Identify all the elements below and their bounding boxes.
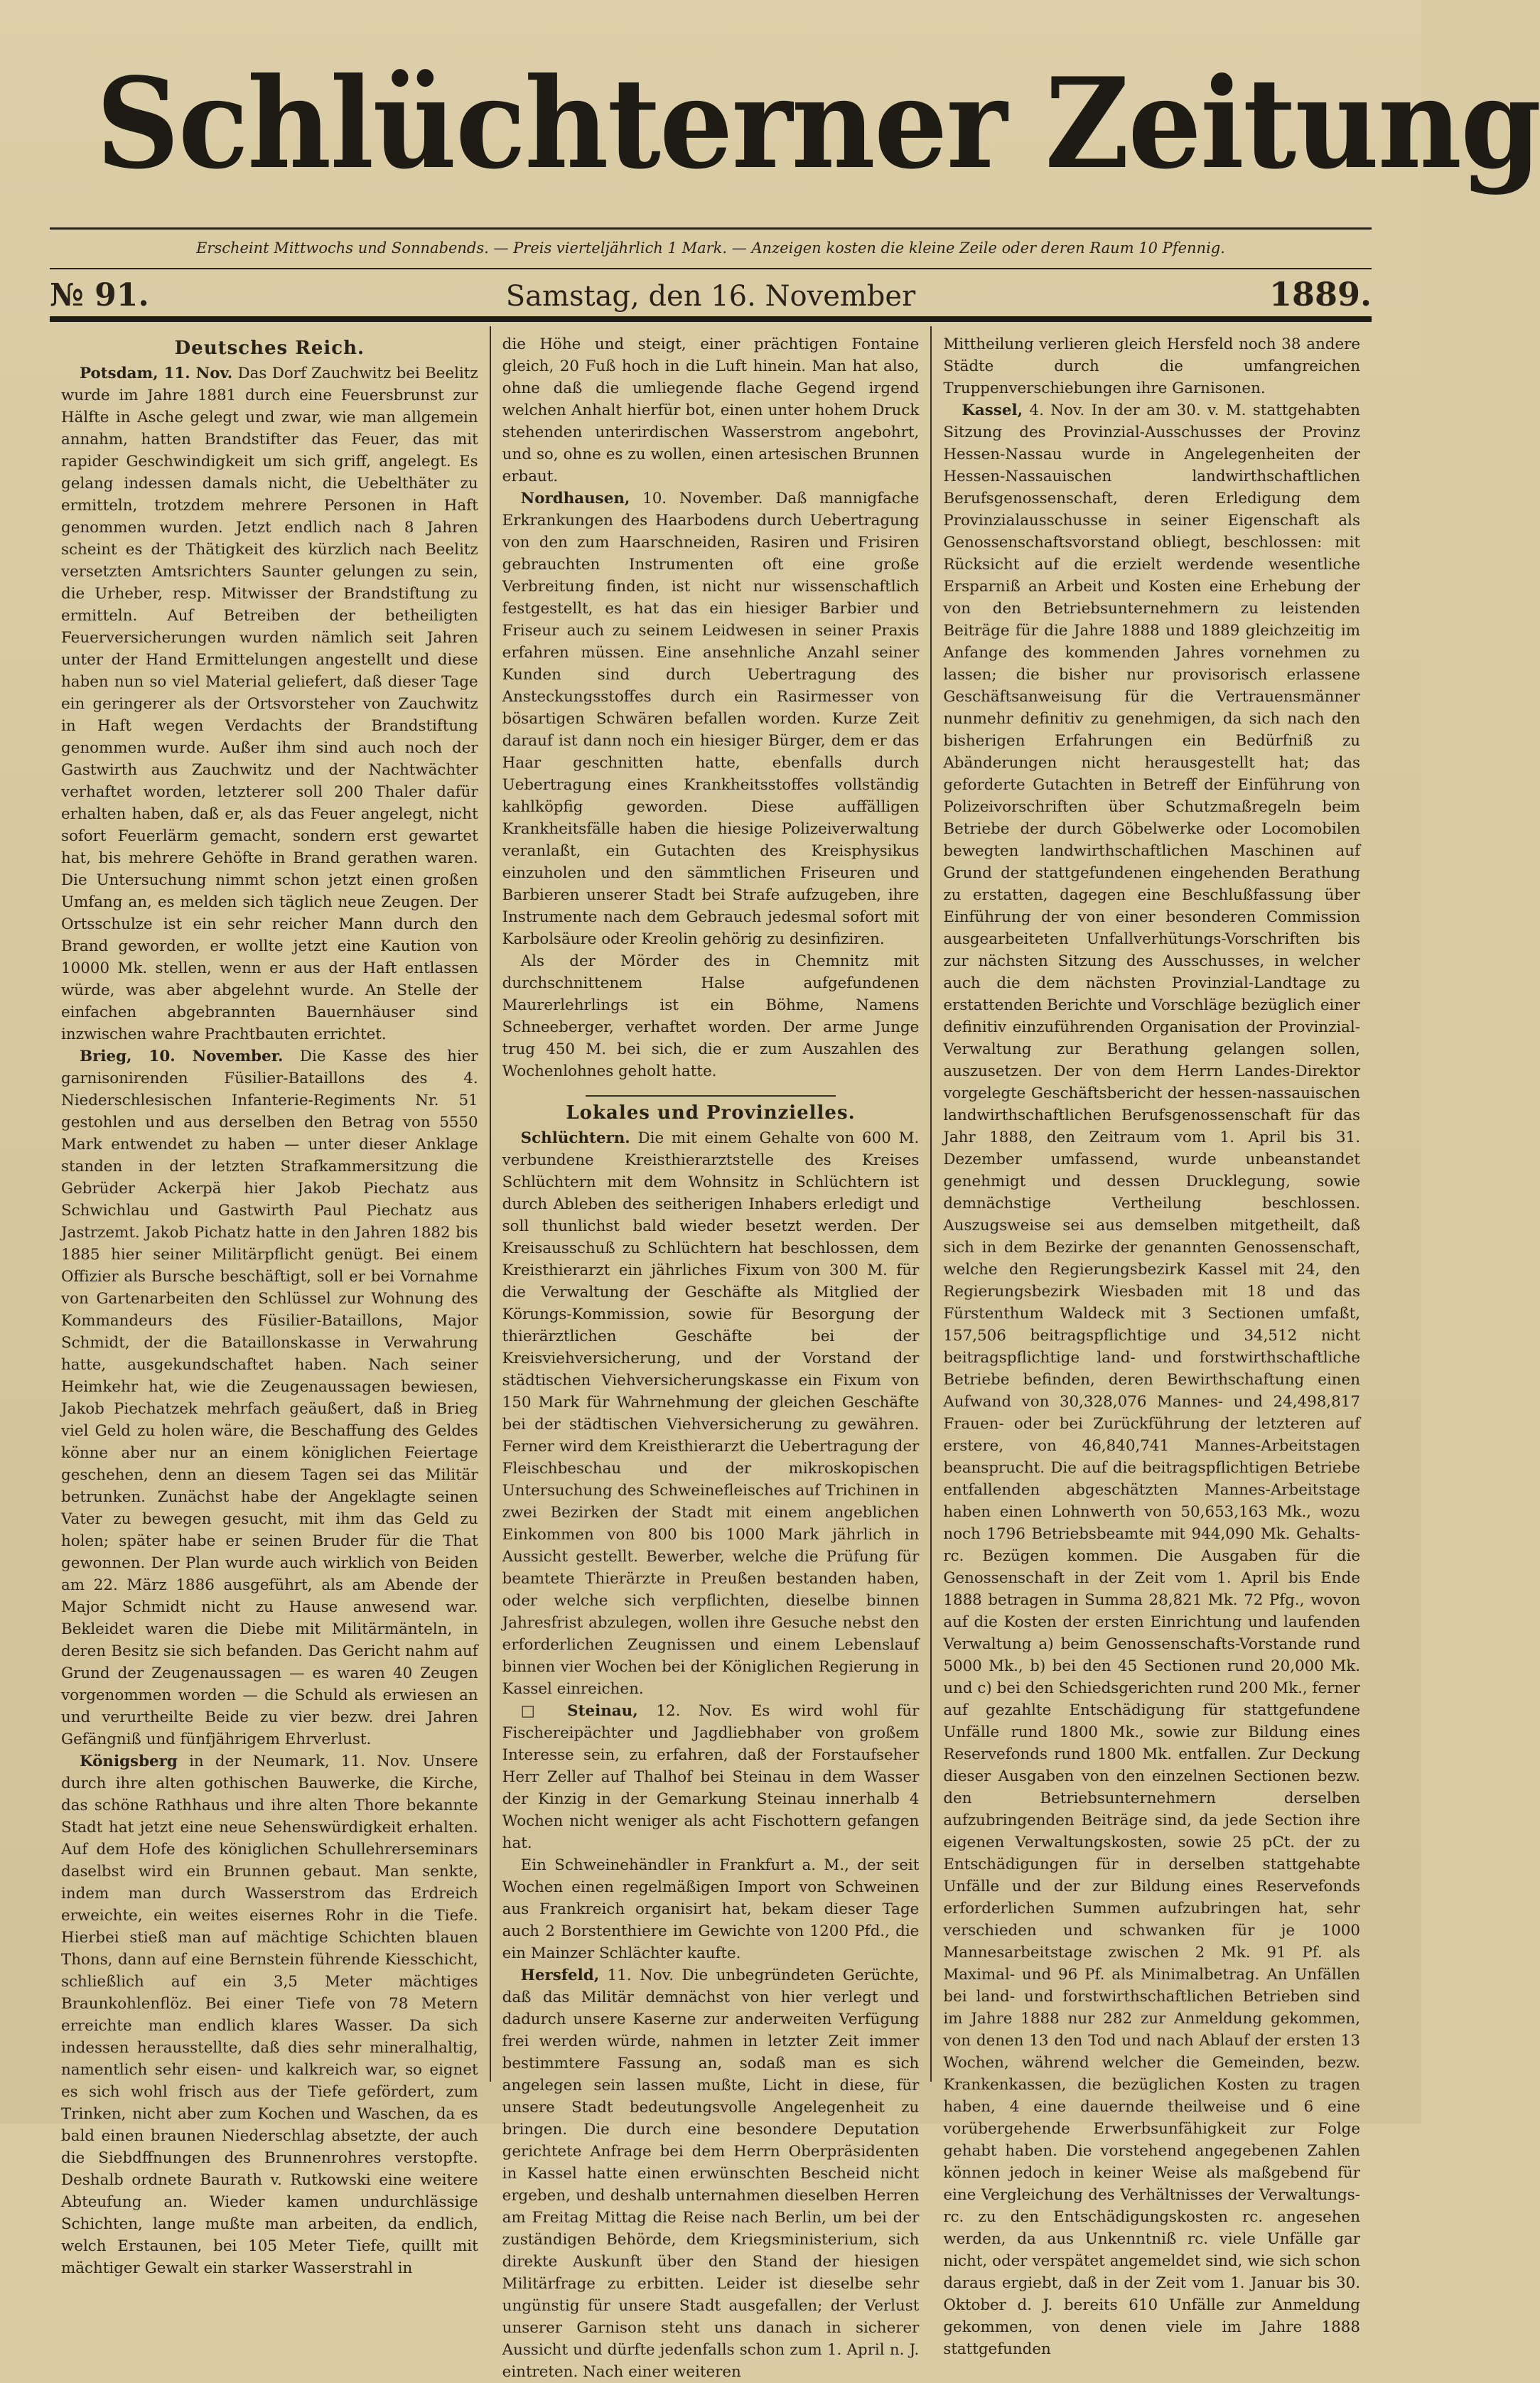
article-continuation: [502, 333, 920, 488]
article-text: Als der Mörder des in Chemnitz mit durchschnittenem Halse aufgefundenen Maurerlehrlings ist ein Böhme, Namens Schneeberger, verhaftet worden. Der arme Junge trug 450 M. bei sich, die er zum Auszahlen des Wochenlohnes geholt hatte.: [502, 952, 920, 1080]
article-dateline: Nordhausen,: [520, 490, 630, 507]
dateline-rule: [50, 316, 1372, 322]
section-divider: [586, 1095, 836, 1097]
newspaper-title: Schlüchterner Zeitung: [96, 51, 1540, 197]
issue-number: № 91.: [50, 277, 149, 313]
article-dateline: Schlüchtern.: [520, 1129, 630, 1147]
section-heading-deutsches-reich: Deutsches Reich.: [174, 338, 365, 359]
article-continuation: [943, 333, 1360, 399]
article-text: 4. Nov. In der am 30. v. M. stattgehabten Sitzung des Provinzial-Ausschusses der Provinz Hessen-Nassau wurde in Angelegenheiten der Hessen-Nassauischen landwirthschaftlichen Berufsgenossenschaft, deren Erledigung dem Provinzialausschusse in seiner Eigenschaft als Genossenschaftsvorstand obliegt, beschlossen: mit Rücksicht auf die erzielt werdende wesentliche Ersparniß an Arbeit und Kosten eine Erhebung der von den Betriebsunternehmern zu leistenden Beiträge für die Jahre 1888 und 1889 gleichzeitig im Anfange des kommenden Jahres vornehmen zu lassen; die bisher nur provisorisch erlassene Geschäftsanweisung für die Vertrauensmänner nunmehr definitiv zu genehmigen, da sich nach den bisherigen Erfahrungen ein Bedürfniß zu Abänderungen nicht herausgestellt hat; das geforderte Gutachten in Betreff der Einführung von Polizeivorschriften über Schutzmaßregeln beim Betriebe der durch Göbelwerke oder Locomobilen bewegten landwirthschaftlichen Maschinen auf Grund der stattgefundenen eingehenden Berathung zu erstatten, dagegen eine Beschlußfassung über Einführung der von einer besonderen Commission ausgearbeiteten Unfallverhütungs-Vorschriften bis zur nächsten Sitzung des Ausschusses, in welcher auch die dem nächsten Provinzial-Landtage zu erstattenden Berichte und Vorschläge bezüglich einer definitiv einzuführenden Organisation der Provinzial-Verwaltung zur Berathung gelangen sollen, auszusetzen. Der von dem Herrn Landes-Direktor vorgelegte Geschäftsbericht der hessen-nassauischen landwirthschaftlichen Berufsgenossenschaft für das Jahr 1888, den Zeitraum vom 1. April bis 31. Dezember umfassend, wurde unbeanstandet genehmigt und dessen Drucklegung, sowie demnächstige Vertheilung beschlossen. Auszugsweise sei aus demselben mitgetheilt, daß sich in dem Bezirke der genannten Genossenschaft, welche den Regierungsbezirk Kassel mit 24, den Regierungsbezirk Wiesbaden mit 18 und das Fürstenthum Waldeck mit 3 Sectionen umfaßt, 157,506 beitragspflichtige und 34,512 nicht beitragspflichtige land- und forstwirthschaftliche Betriebe befinden, deren Bewirthschaftung einen Aufwand von 30,328,076 Mannes- und 24,498,817 Frauen- oder bei Zurückführung der letzteren auf erstere, von 46,840,741 Mannes-Arbeitstagen beansprucht. Die auf die beitragspflichtigen Betriebe entfallenden abgeschätzten Mannes-Arbeitstage haben einen Lohnwerth von 50,653,163 Mk., wozu noch 1796 Betriebsbeamte mit 944,090 Mk. Gehalts- rc. Bezügen kommen. Die Ausgaben für die Genossenschaft in der Zeit vom 1. April bis Ende 1888 betragen in Summa 28,821 Mk. 72 Pfg., wovon auf die Kosten der ersten Einrichtung und laufenden Verwaltung a) beim Genossenschafts-Vorstande rund 5000 Mk., b) bei den 45 Sectionen rund 20,000 Mk. und c) bei den Schiedsgerichten rund 200 Mk., ferner auf gezahlte Entschädigung für stattgefundene Unfälle rund 1800 Mk., sowie zur Bildung eines Reservefonds rund 1800 Mk. entfallen. Zur Deckung dieser Ausgaben von den einzelnen Sectionen bezw. den Betriebsunternehmern derselben aufzubringenden Beiträge sind, da jede Section ihre eigenen Verwaltungskosten, sowie 25 pCt. der zu Entschädigungen für in derselben stattgehabte Unfälle und der zur Bildung eines Reservefonds erforderlichen Summen aufzubringen hat, sehr verschieden und schwanken für je 1000 Mannesarbeitstage zwischen 2 Mk. 91 Pf. als Maximal- und 96 Pf. als Minimalbetrag. An Unfällen bei land- und forstwirthschaftlichen Betrieben sind im Jahre 1888 nur 282 zur Anmeldung gekommen, von denen 13 den Tod und nach Ablauf der ersten 13 Wochen, während welcher die Gemeinden, bezw. Krankenkassen, die bezüglichen Kosten zu tragen haben, 4 eine dauernde theilweise und 6 eine vorübergehende Erwerbsunfähigkeit zur Folge gehabt haben. Die vorstehend angegebenen Zahlen können jedoch in keiner Weise als maßgebend für eine Vergleichung des Verhältnisses der Verwaltungs- rc. zu den Entschädigungskosten rc. angesehen werden, da aus Unkenntniß rc. viele Unfälle gar nicht, oder verspätet angemeldet sind, wie sich schon daraus ergiebt, daß in der Zeit vom 1. Januar bis 30. Oktober d. J. bereits 610 Unfälle zur Anmeldung gekommen, von denen viele im Jahre 1888 stattgefunden: [943, 402, 1361, 2358]
article-text: Die Kasse des hier garnisonirenden Füsilier-Bataillons des 4. Niederschlesischen Infanterie-Regiments Nr. 51 gestohlen und aus derselben den Betrag von 5550 Mark entwendet zu haben — unter dieser Anklage standen in der letzten Strafkammersitzung die Gebrüder Ackerpä hier Jakob Piechatz aus Schwichlau und Gastwirth Paul Piechatz aus Jastrzemt. Jakob Pichatz hatte in den Jahren 1882 bis 1885 hier seiner Militärpflicht genügt. Bei einem Offizier als Bursche beschäftigt, soll er bei Vornahme von Gartenarbeiten den Schlüssel zur Wohnung des Kommandeurs des Füsilier-Bataillons, Major Schmidt, der die Bataillonskasse in Verwahrung hatte, ausgekundschaftet haben. Nach seiner Heimkehr hat, wie die Zeugenaussagen bewiesen, Jakob Piechatzek mehrfach geäußert, daß in Brieg viel Geld zu holen wäre, die Beschaffung des Geldes könne aber nur an einem königlichen Feiertage geschehen, denn an diesem Tagen sei das Militär betrunken. Zunächst habe der Angeklagte seinen Vater zu bewegen gesucht, mit ihm das Geld zu holen; später habe er seinen Bruder für die That gewonnen. Der Plan wurde auch wirklich von Beiden am 22. März 1886 ausgeführt, als am Abende der Major Schmidt nicht zu Hause anwesend war. Bekleidet waren die Diebe mit Militärmänteln, in deren Besitz sie sich befanden. Das Gericht nahm auf Grund der Zeugenaussagen — es waren 40 Zeugen vorgenommen worden — die Schuld als erwiesen an und verurtheilte Beide zu vier bezw. drei Jahren Gefängniß und fünfjährigem Ehrverlust.: [61, 1048, 478, 1748]
article-brieg: [61, 1045, 478, 1750]
article-hersfeld: [502, 1964, 920, 2383]
issue-date: Samstag, den 16. November: [505, 280, 916, 313]
article-text: Mittheilung verlieren gleich Hersfeld noch 38 andere Städte durch die umfangreichen Truppenverschiebungen ihre Garnisonen.: [943, 335, 1361, 397]
article-text: die Höhe und steigt, einer prächtigen Fontaine gleich, 20 Fuß hoch in die Luft hinein. Man hat also, ohne daß die umliegende flache Gegend irgend welchen Anhalt hierfür bot, einen unter hohem Druck stehenden unterirdischen Wasserstrom angebohrt, und so, ohne es zu wollen, einen artesischen Brunnen erbaut.: [502, 335, 920, 485]
article-dateline: □ Steinau,: [520, 1702, 638, 1720]
article-text: 11. Nov. Die unbegründeten Gerüchte, daß das Militär demnächst von hier verlegt und dadurch unsere Kaserne zur anderweiten Verfügung frei werden würde, nahmen in letzter Zeit immer bestimmtere Fassung an, sodaß man es sich angelegen sein lassen mußte, Licht in diese, für unsere Stadt bedeutungsvolle Angelegenheit zu bringen. Die durch eine besondere Deputation gerichtete Anfrage bei dem Herrn Oberpräsidenten in Kassel hatte einen erwünschten Bescheid nicht ergeben, und deshalb unternahmen dieselben Herren am Freitag Mittag die Reise nach Berlin, um bei der zuständigen Behörde, dem Kriegsministerium, sich direkte Auskunft über den Stand der hiesigen Militärfrage zu erbitten. Leider ist dieselbe sehr ungünstig für unsere Stadt ausgefallen; der Verlust unserer Garnison steht uns danach in sicherer Aussicht und dürfte jedenfalls schon zum 1. April n. J. eintreten. Nach einer weiteren: [502, 1967, 920, 2381]
article-kassel: [943, 399, 1360, 2360]
masthead: [50, 0, 1540, 227]
article-text: Die mit einem Gehalte von 600 M. verbundene Kreisthierarztstelle des Kreises Schlüchtern mit dem Wohnsitz in Schlüchtern ist durch Ableben des seitherigen Inhabers erledigt und soll thunlichst bald wieder besetzt werden. Der Kreisausschuß zu Schlüchtern hat beschlossen, dem Kreisthierarzt ein jährliches Fixum von 300 M. für die Verwaltung der Geschäfte als Mitglied der Körungs-Kommission, sowie für Besorgung der thierärztlichen Geschäfte bei der Kreisviehversicherung, und der Vorstand der städtischen Viehversicherungskasse ein Fixum von 150 Mark für Wahrnehmung der gleichen Geschäfte bei der städtischen Viehversicherung zu gewähren. Ferner wird dem Kreisthierarzt die Uebertragung der Fleischbeschau und der mikroskopischen Untersuchung des Schweinefleisches auf Trichinen in zwei Bezirken der Stadt mit einem angeblichen Einkommen von 800 bis 1000 Mark jährlich in Aussicht gestellt. Bewerber, welche die Prüfung für beamtete Thierärzte in Preußen bestanden haben, oder welche sich verpflichten, dieselbe binnen Jahresfrist abzulegen, wollen ihre Gesuche nebst den erforderlichen Zeugnissen und einem Lebenslauf binnen vier Wochen bei der Königlichen Regierung in Kassel einreichen.: [502, 1129, 920, 1698]
article-text: 10. November. Daß mannigfache Erkrankungen des Haarbodens durch Uebertragung von den zum Haarschneiden, Rasiren und Frisiren gebrauchten Instrumenten oft eine große Verbreitung finden, ist nicht nur wissenschaftlich festgestellt, es hat das ein hiesiger Barbier und Friseur auch zu seinem Leidwesen in seiner Praxis erfahren müssen. Eine ansehnliche Anzahl seiner Kunden sind durch Uebertragung des Ansteckungsstoffes durch ein Rasirmesser von bösartigen Schwären befallen worden. Kurze Zeit darauf ist dann noch ein hiesiger Bürger, dem er das Haar geschnitten hatte, ebenfalls durch Uebertragung eines Krankheitsstoffes vollständig kahlköpfig geworden. Diese auffälligen Krankheitsfälle haben die hiesige Polizeiverwaltung veranlaßt, ein Gutachten des Kreisphysikus einzuholen und den sämmtlichen Friseuren und Barbieren unserer Stadt bei Strafe aufzugeben, ihre Instrumente nach dem Gebrauch jedesmal sofort mit Karbolsäure oder Kreolin gehörig zu desinfiziren.: [502, 490, 920, 948]
article-frankfurt: [502, 1854, 920, 1964]
article-potsdam: [61, 362, 478, 1045]
article-dateline: Potsdam, 11. Nov.: [80, 365, 233, 382]
column-2: [491, 326, 932, 2381]
article-text: in der Neumark, 11. Nov. Unsere durch ihre alten gothischen Bauwerke, die Kirche, das schöne Rathhaus und ihre alten Thore bekannte Stadt hat jetzt eine neue Sehenswürdigkeit erhalten. Auf dem Hofe des königlichen Schullehrerseminars daselbst wird ein Brunnen gebaut. Man senkte, indem man durch Wasserstrom das Erdreich erweichte, ein weites eisernes Rohr in die Tiefe. Hierbei stieß man auf mächtige Schichten blauen Thons, dann auf eine Bernstein führende Kiesschicht, schließlich auf ein 3,5 Meter mächtiges Braunkohlenflöz. Bei einer Tiefe von 78 Metern erreichte man endlich klares Wasser. Da sich indessen herausstellte, daß dies sehr mineralhaltig, namentlich sehr eisen- und kalkreich war, so eignet es sich wohl frisch aus der Tiefe gefördert, zum Trinken, nicht aber zum Kochen und Waschen, da es bald einen braunen Niederschlag absetzte, der auch die Siebdffnungen des Brunnenrohres verstopfte. Deshalb ordnete Baurath v. Rutkowski eine weitere Abteufung an. Wieder kamen undurchlässige Schichten, lange mußte man arbeiten, da endlich, welch Erstaunen, bei 105 Meter Tiefe, quillt mit mächtiger Gewalt ein starker Wasserstrahl in: [61, 1753, 478, 2277]
article-dateline: Brieg, 10. November.: [80, 1048, 284, 1065]
article-text: 12. Nov. Es wird wohl für Fischereipächter und Jagdliebhaber von großem Interesse sein, zu erfahren, daß der Forstaufseher Herr Zeller auf Thalhof bei Steinau in dem Wasser der Kinzig in der Gemarkung Steinau innerhalb 4 Wochen nicht weniger als acht Fischottern gefangen hat.: [502, 1702, 920, 1852]
subscription-info: Erscheint Mittwochs und Sonnabends. — Preis vierteljährlich 1 Mark. — Anzeigen kosten die kleine Zeile oder deren Raum 10 Pfennig.: [196, 240, 1225, 257]
article-columns: [50, 326, 1372, 2381]
article-dateline: Kassel,: [962, 402, 1023, 419]
article-text: Das Dorf Zauchwitz bei Beelitz wurde im Jahre 1881 durch eine Feuersbrunst zur Hälfte in Asche gelegt und zwar, wie man allgemein annahm, hatten Brandstifter das Feuer, das mit rapider Geschwindigkeit um sich griff, angelegt. Es gelang indessen damals nicht, die Uebelthäter zu ermitteln, trotzdem mehrere Personen in Haft genommen wurden. Jetzt endlich nach 8 Jahren scheint es der Thätigkeit des kürzlich nach Beelitz versetzten Amtsrichters Saunter gelungen zu sein, die Urheber, resp. Mitwisser der Brandstiftung zu ermitteln. Auf Betreiben der betheiligten Feuerversicherungen wurden nämlich seit Jahren unter der Hand Ermittelungen angestellt und diese haben nun so viel Material geliefert, daß dieser Tage ein geringerer als der Ortsvorsteher von Zauchwitz in Haft wegen Verdachts der Brandstiftung genommen wurde. Außer ihm sind auch noch der Gastwirth aus Zauchwitz und der Nachtwächter verhaftet worden, letzterer soll 200 Thaler dafür erhalten haben, daß er, als das Feuer angelegt, nicht sofort Feuerlärm gemacht, sondern erst gewartet hat, bis mehrere Gehöfte in Brand gerathen waren. Die Untersuchung nimmt schon jetzt einen großen Umfang an, es melden sich täglich neue Zeugen. Der Ortsschulze ist ein sehr reicher Mann durch den Brand geworden, er wollte jetzt eine Kaution von 10000 Mk. stellen, wenn er aus der Haft entlassen würde, was aber abgelehnt wurde. An Stelle der einfachen abgebrannten Bauernhäuser sind inzwischen wahre Prachtbauten errichtet.: [61, 365, 478, 1043]
article-steinau: [502, 1700, 920, 1854]
article-nordhausen: [502, 488, 920, 950]
article-schluechtern: [502, 1127, 920, 1700]
article-koenigsberg: [61, 1750, 478, 2279]
article-dateline: Hersfeld,: [520, 1967, 600, 1984]
article-dateline: Königsberg: [80, 1753, 178, 1770]
issue-year: 1889.: [1269, 275, 1372, 313]
column-3: [932, 326, 1372, 2358]
article-text: Ein Schweinehändler in Frankfurt a. M., der seit Wochen einen regelmäßigen Import von Schweinen aus Frankreich organisirt hat, bekam dieser Tage auch 2 Borstenthiere im Gewichte von 1200 Pfd., die ein Mainzer Schlächter kaufte.: [502, 1856, 920, 1962]
section-heading-lokales: Lokales und Provinzielles.: [566, 1102, 856, 1124]
column-1: [50, 326, 491, 2277]
dateline: [50, 269, 1372, 313]
article-chemnitz: [502, 950, 920, 1082]
